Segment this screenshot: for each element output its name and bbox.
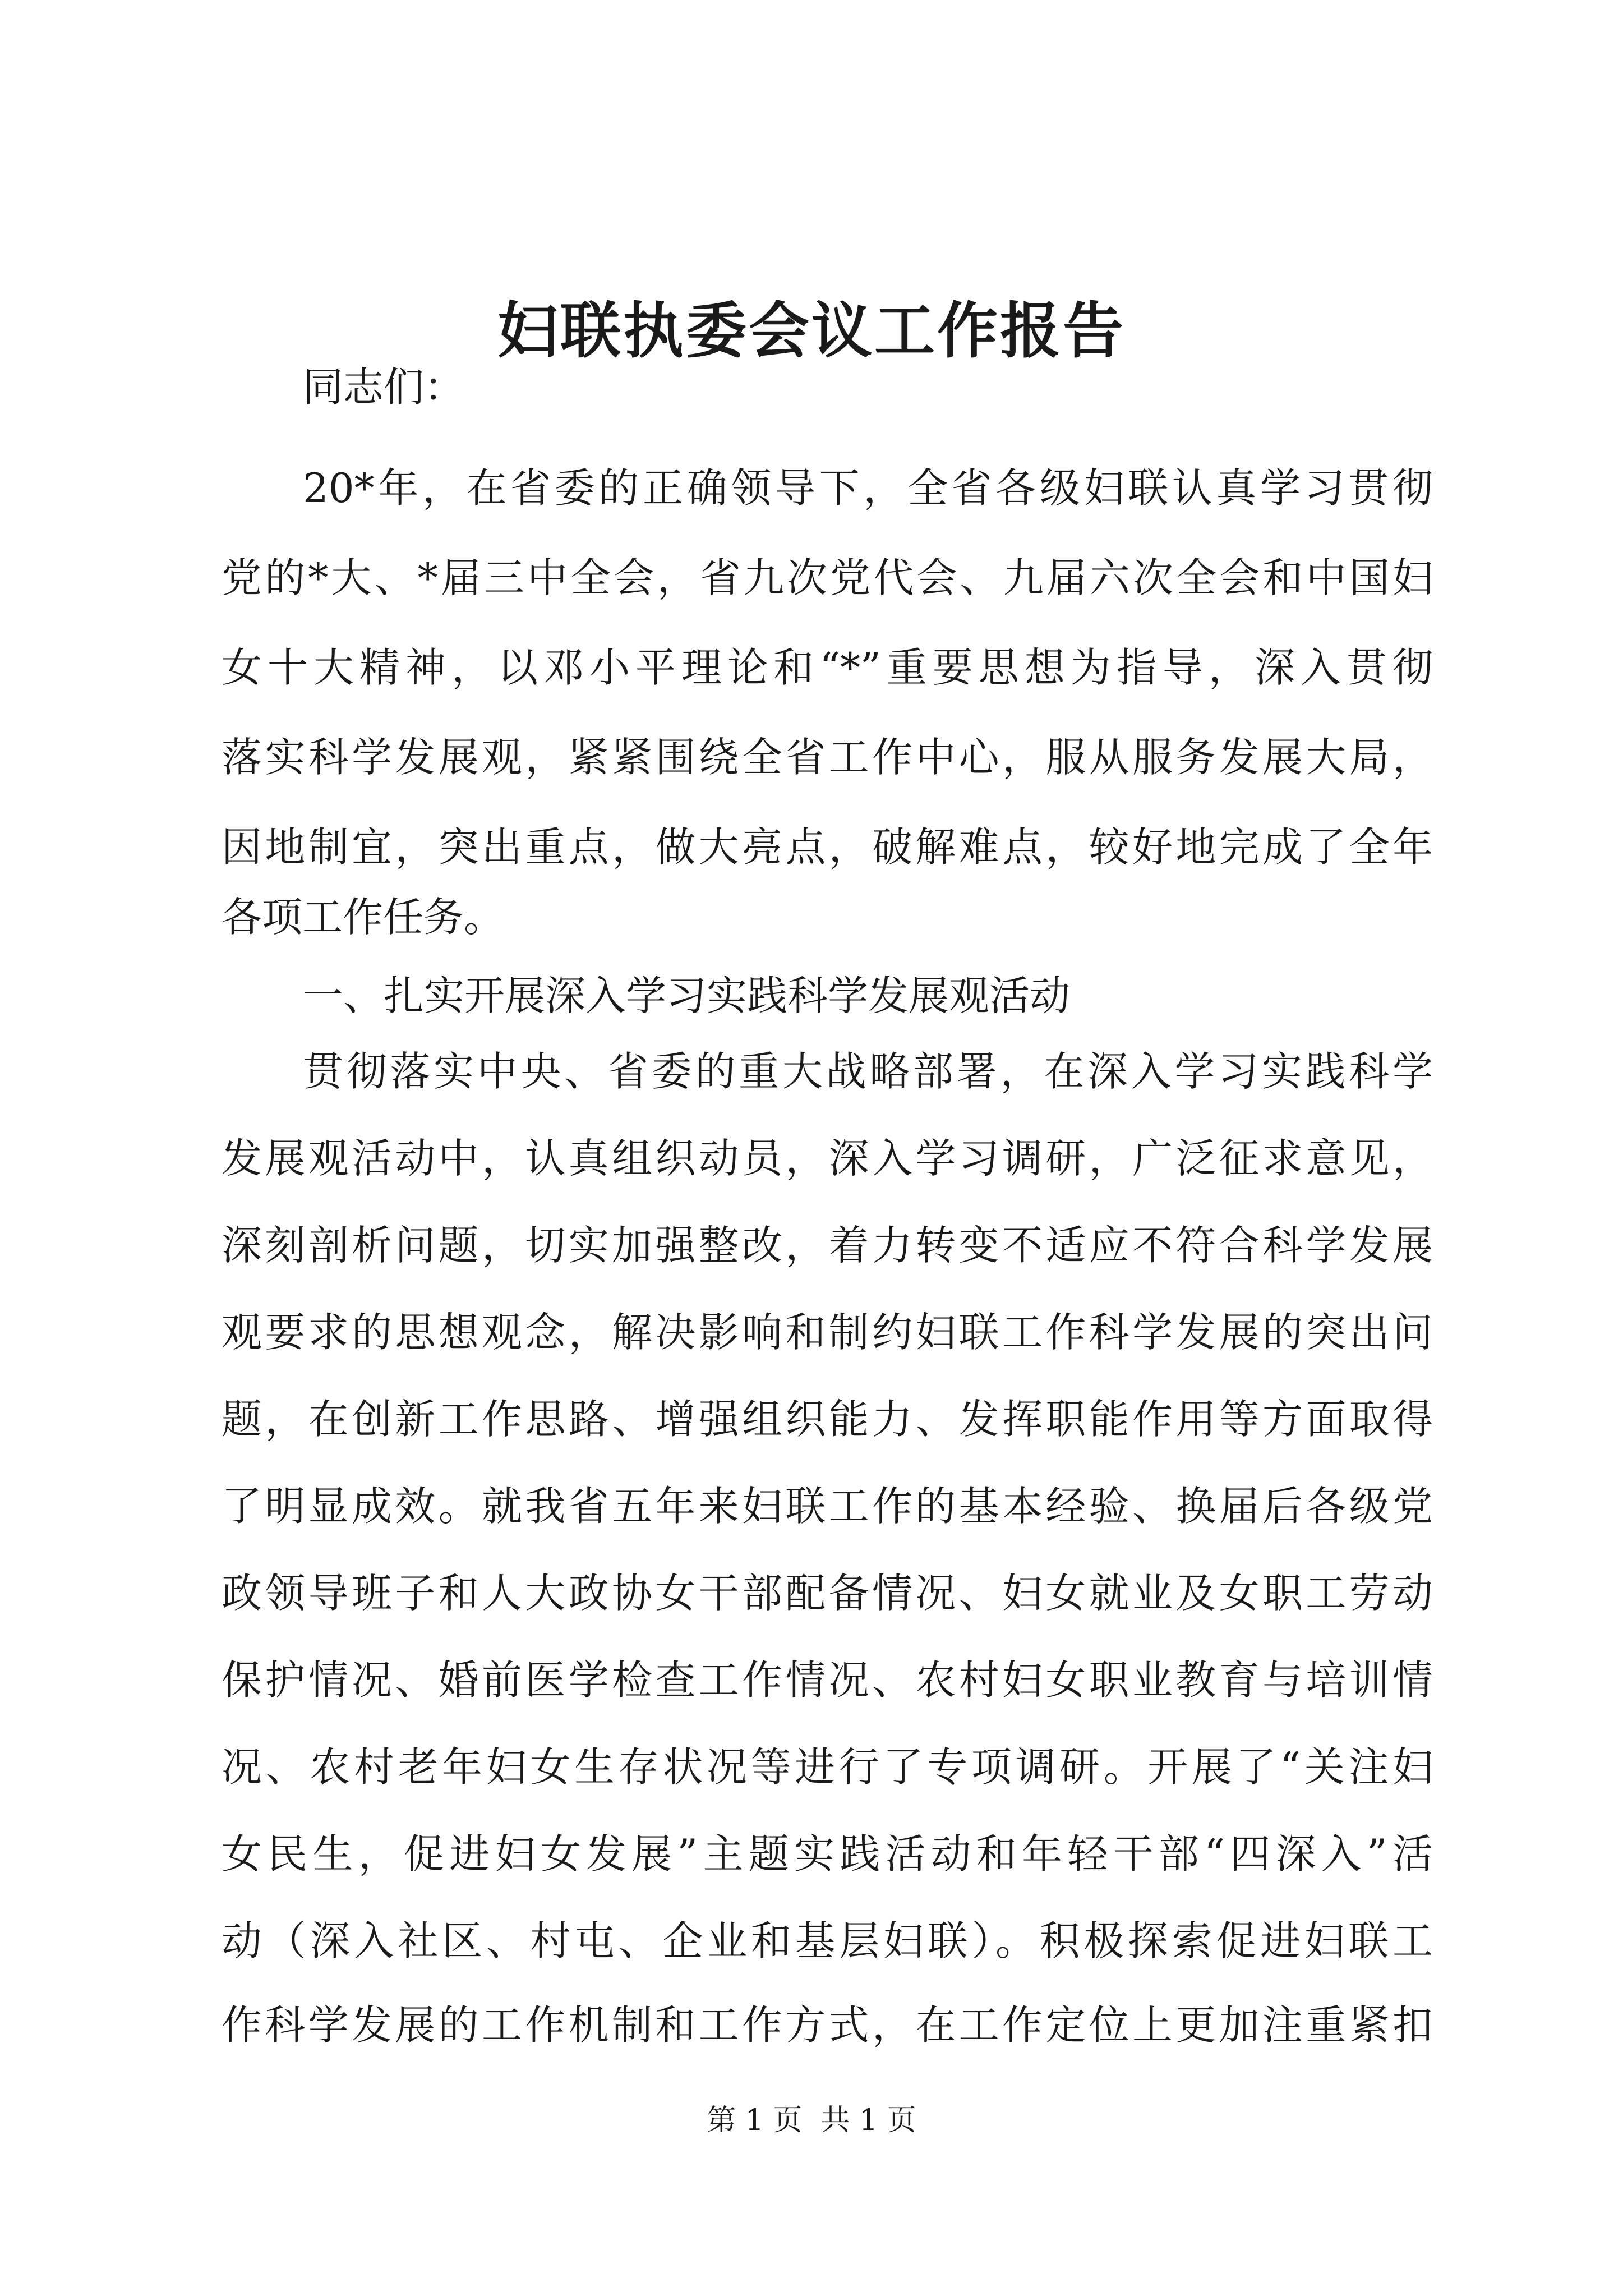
- body-line: 深刻剖析问题，切实加强整改，着力转变不适应不符合科学发展: [222, 1222, 1433, 1269]
- body-line: 况、农村老年妇女生存状况等进行了专项调研。开展了“关注妇: [222, 1743, 1433, 1791]
- body-line: 因地制宜，突出重点，做大亮点，破解难点，较好地完成了全年: [222, 823, 1433, 871]
- body-line: 动（深入社区、村屯、企业和基层妇联）。积极探索促进妇联工: [222, 1917, 1433, 1964]
- body-line: 女民生，促进妇女发展”主题实践活动和年轻干部“四深入”活: [222, 1830, 1433, 1878]
- section-heading: 一、扎实开展深入学习实践科学发展观活动: [303, 972, 1071, 1019]
- document-title: 妇联执委会议工作报告: [497, 296, 1126, 366]
- body-line: 20*年，在省委的正确领导下，全省各级妇联认真学习贯彻: [303, 464, 1433, 512]
- body-line: 党的*大、*届三中全会，省九次党代会、九届六次全会和中国妇: [222, 554, 1433, 601]
- body-line: 保护情况、婚前医学检查工作情况、农村妇女职业教育与培训情: [222, 1657, 1433, 1704]
- body-line: 各项工作任务。: [222, 894, 505, 941]
- body-line: 了明显成效。就我省五年来妇联工作的基本经验、换届后各级党: [222, 1483, 1433, 1530]
- body-line: 政领导班子和人大政协女干部配备情况、妇女就业及女职工劳动: [222, 1570, 1433, 1617]
- body-line: 作科学发展的工作机制和工作方式，在工作定位上更加注重紧扣: [222, 2001, 1433, 2049]
- salutation: 同志们：: [303, 364, 465, 411]
- body-line: 落实科学发展观，紧紧围绕全省工作中心，服从服务发展大局，: [222, 734, 1433, 781]
- body-line: 贯彻落实中央、省委的重大战略部署，在深入学习实践科学: [303, 1048, 1433, 1095]
- body-line: 女十大精神，以邓小平理论和“*”重要思想为指导，深入贯彻: [222, 644, 1433, 691]
- page-footer: 第 1 页 共 1 页: [707, 2104, 916, 2137]
- body-line: 题，在创新工作思路、增强组织能力、发挥职能作用等方面取得: [222, 1396, 1433, 1443]
- body-line: 观要求的思想观念，解决影响和制约妇联工作科学发展的突出问: [222, 1309, 1433, 1356]
- body-line: 发展观活动中，认真组织动员，深入学习调研，广泛征求意见，: [222, 1135, 1433, 1182]
